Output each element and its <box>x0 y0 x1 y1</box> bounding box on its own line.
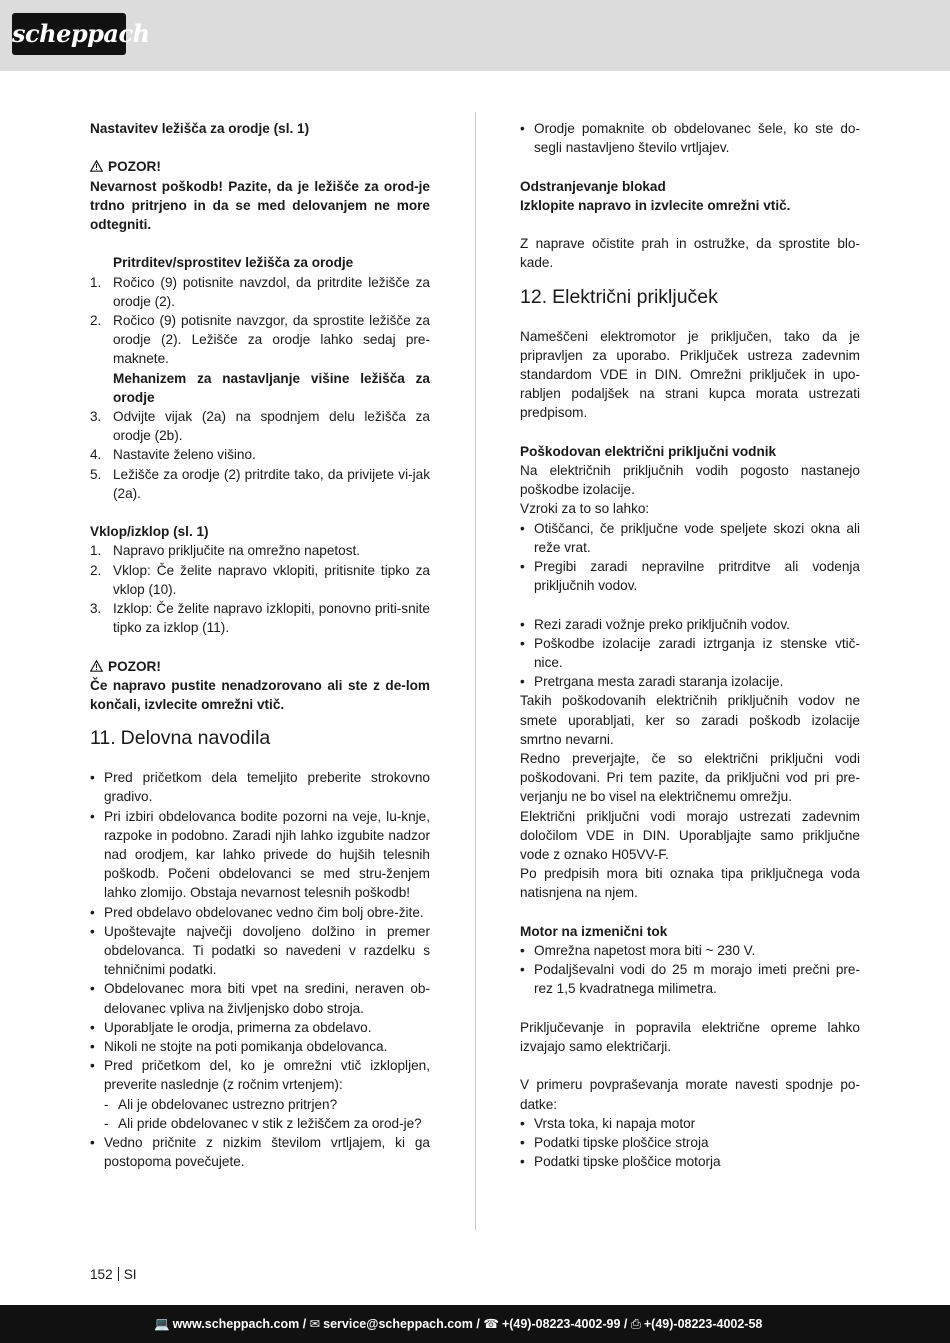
sub-list-item: - Ali je obdelovanec ustrezno pritrjen? <box>104 1096 338 1112</box>
warning-text: Če napravo pustite nenadzorovano ali ste z de-lom končali, izvlecite omrežni vtič. <box>90 677 430 713</box>
phone-number: +(49)-08223-4002-99 / <box>501 1317 628 1331</box>
list-item: • Podatki tipske ploščice motorja <box>520 1154 721 1170</box>
left-column <box>90 119 430 1172</box>
warning-triangle-icon <box>90 660 103 672</box>
paragraph: Vzroki za to so lahko: <box>520 501 650 517</box>
list-item: • Pretrgana mesta zaradi staranja izolacije. <box>520 674 784 690</box>
paragraph: Redno preverjajte, če so električni priključni vodi poškodovani. Pri tem pazite, da priključni vod pri pre-verjanju ne bo visel na električnemu omrežju. <box>520 751 860 805</box>
paragraph: Po predpisih mora biti oznaka tipa priključnega voda natisnjena na njem. <box>520 866 860 901</box>
list-item: • Pred obdelavo obdelovanec vedno čim bolj obre-žite. <box>90 904 424 920</box>
work-instructions-list <box>90 768 430 1171</box>
heading-remove-blockage: Odstranjevanje blokad <box>520 178 666 194</box>
heading-ac-motor: Motor na izmenični tok <box>520 923 668 939</box>
list-item: • Vrsta toka, ki napaja motor <box>520 1115 696 1131</box>
electrical-intro: Nameščeni elektromotor je priključen, tako da je pripravljen za uporabo. Priključek ustreza zadevnim standardom VDE in DIN. Omrežni priključek in upo-rabljen podaljšek na strani kupca morata ustrezati predpisom. <box>520 328 860 421</box>
inquiry-list <box>520 1114 860 1172</box>
heading-switch: Vklop/izklop (sl. 1) <box>90 524 209 540</box>
mail-icon: ✉ <box>309 1317 321 1331</box>
list-item: 1. Napravo priključite na omrežno napetost. <box>90 543 361 559</box>
list-item: • Obdelovanec mora biti vpet na sredini, neraven ob-delovanec vpliva na življenjsko dobo stroja. <box>90 981 430 1016</box>
sub-list-item: - Ali pride obdelovanec v stik z ležiščem za orod-je? <box>104 1115 422 1131</box>
list-item: • Podaljševalni vodi do 25 m morajo imeti prečni pre-rez 1,5 kvadratnega milimetra. <box>520 962 860 997</box>
paragraph: Električni priključni vodi morajo ustrezati zadevnim določilom VDE in DIN. Uporabljajte samo priključne vode z oznako H05VV-F. <box>520 808 860 863</box>
warning-triangle-icon <box>90 160 103 172</box>
steps-fix-list <box>90 273 430 369</box>
email-link[interactable]: service@scheppach.com / <box>323 1317 480 1331</box>
warning-text: Nevarnost poškodb! Pazite, da je ležišče za orod-je trdno pritrjeno in da se med delovanjem ne more odtegniti. <box>90 178 430 232</box>
paragraph: Na električnih priključnih vodih pogosto nastanejo poškodbe izolacije. <box>520 463 860 498</box>
list-item: 4. Nastavite želeno višino. <box>90 447 256 463</box>
section-11-heading: 11. Delovna navodila <box>90 727 271 750</box>
warning-label: POZOR! <box>90 657 430 676</box>
paragraph: V primeru povpraševanja morate navesti spodnje po-datke: <box>520 1077 860 1112</box>
phone-icon: ☎ <box>483 1317 499 1331</box>
list-item: • Vedno pričnite z nizkim številom vrtljajem, ki ga postopoma povečujete. <box>90 1135 430 1170</box>
computer-icon: 💻 <box>154 1317 170 1331</box>
steps-height-list <box>90 407 430 503</box>
list-item: • Podatki tipske ploščice stroja <box>520 1135 709 1151</box>
list-item: • Rezi zaradi vožnje preko priključnih vodov. <box>520 616 790 632</box>
section-12-heading: 12. Električni priključek <box>520 285 718 308</box>
heading-tool-rest-adjust: Nastavitev ležišča za orodje (sl. 1) <box>90 121 310 136</box>
heading-remove-blockage-sub: Izklopite napravo in izvlecite omrežni vtič. <box>520 197 791 213</box>
heading-damaged-cable: Poškodovan električni priključni vodnik <box>520 443 777 459</box>
list-item: • Poškodbe izolacije zaradi iztrganja iz stenske vtič-nice. <box>520 635 860 671</box>
list-item: • Omrežna napetost mora biti ~ 230 V. <box>520 943 756 959</box>
fax-icon: ⎙ <box>630 1317 641 1331</box>
list-item: • Upoštevajte največji dovoljeno dolžino in premer obdelovanca. Ti podatki so navedeni v razdelku s tehničnimi podatki. <box>90 923 430 978</box>
header-bar <box>0 0 950 71</box>
list-item: • Pri izbiri obdelovanca bodite pozorni na veje, lu-knje, razpoke in podobno. Zaradi njih lahko izgubite nadzor nad orodjem, kar lahko privede do hujših telesnih poškodb. Počeni obdelovanci se med stru-ženjem lahko zlomijo. Obstaja nevarnost telesnih poškodb! <box>90 808 430 901</box>
causes-list <box>520 519 860 692</box>
subheading-fix-release: Pritrditev/sprostitev ležišča za orodje <box>113 255 354 271</box>
fax-number: +(49)-08223-4002-58 <box>643 1317 763 1331</box>
right-column <box>520 119 860 1171</box>
list-item: • Pred pričetkom del, ko je omrežni vtič izklopljen, preverite naslednje (z ročnim vrtenjem): <box>90 1058 430 1093</box>
list-item: 5. Ležišče za orodje (2) pritrdite tako, da privijete vi-jak (2a). <box>90 466 430 501</box>
list-item: 3. Odvijte vijak (2a) na spodnjem delu ležišča za orodje (2b). <box>90 409 430 444</box>
column-divider <box>475 112 476 1230</box>
steps-switch-list <box>90 541 430 637</box>
scheppach-logo: scheppach <box>12 13 126 55</box>
list-item: 2. Ročico (9) potisnite navzgor, da sprostite ležišče za orodje (2). Ležišče za orodje lahko sedaj pre-maknete. <box>90 313 430 367</box>
list-item: 1. Ročico (9) potisnite navzdol, da pritrdite ležišče za orodje (2). <box>90 274 430 309</box>
list-item: 3. Izklop: Če želite napravo izklopiti, ponovno priti-snite tipko za izklop (11). <box>90 601 430 636</box>
list-item: • Pregibi zaradi nepravilne pritrditve ali vodenja priključnih vodov. <box>520 559 860 594</box>
list-item: • Nikoli ne stojte na poti pomikanja obdelovanca. <box>90 1039 388 1055</box>
website-link[interactable]: www.scheppach.com / <box>172 1317 307 1331</box>
list-item: 2. Vklop: Če želite napravo vklopiti, pritisnite tipko za vklop (10). <box>90 562 430 597</box>
paragraph: Takih poškodovanih električnih priključnih vodov ne smete uporabljati, ker so zaradi poškodb izolacije smrtno nevarni. <box>520 693 860 747</box>
list-item: • Otiščanci, če priključne vode speljete skozi okna ali reže vrat. <box>520 520 860 555</box>
list-item: • Orodje pomaknite ob obdelovanec šele, ko ste do-segli nastavljeno število vrtljajev. <box>520 121 860 156</box>
list-item: • Pred pričetkom dela temeljito preberite strokovno gradivo. <box>90 770 430 805</box>
paragraph: Priključevanje in popravila električne opreme lahko izvajajo samo električarji. <box>520 1019 860 1055</box>
subheading-height: Mehanizem za nastavljanje višine ležišča za orodje <box>113 370 430 405</box>
warning-label: POZOR! <box>90 157 430 176</box>
blockage-text: Z naprave očistite prah in ostružke, da sprostite blo-kade. <box>520 236 860 271</box>
motor-list <box>520 941 860 999</box>
list-item: • Uporabljate le orodja, primerna za obdelavo. <box>90 1019 372 1035</box>
page-number: 152 SI <box>90 1267 137 1282</box>
footer-bar <box>0 1305 950 1343</box>
